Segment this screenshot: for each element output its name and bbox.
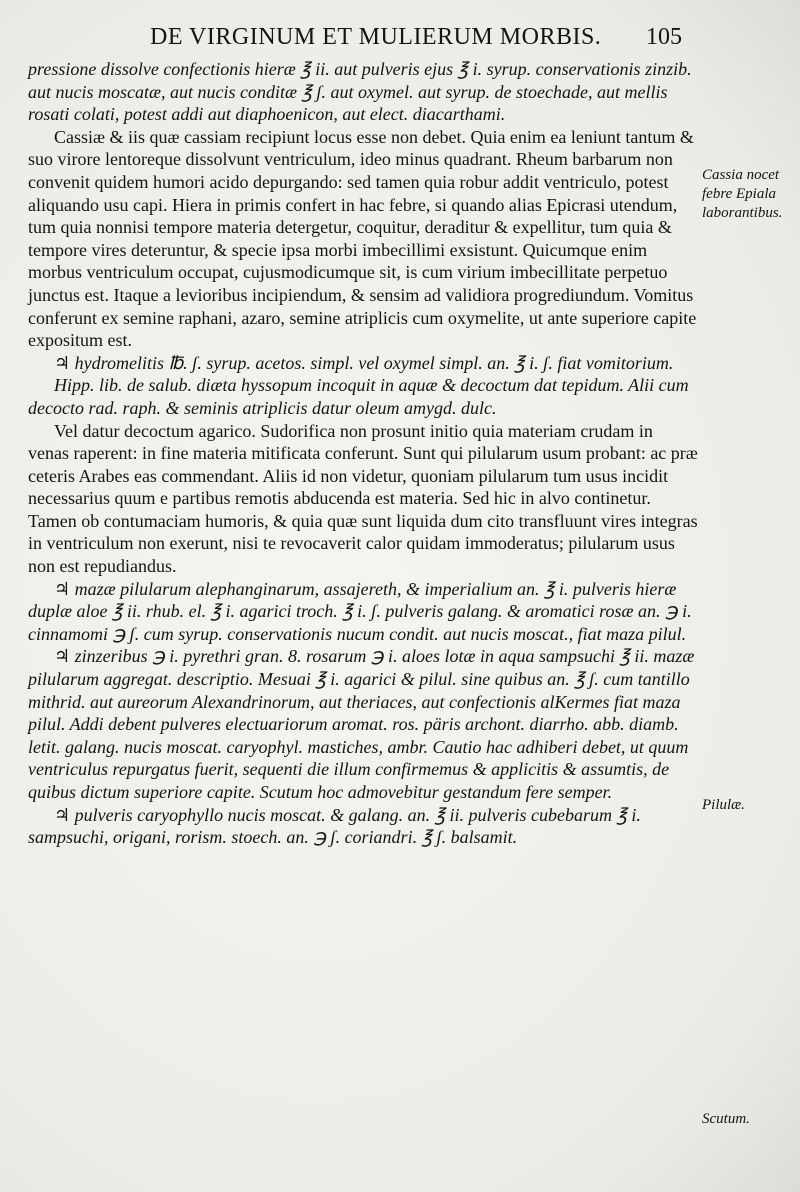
page-number: 105 [646,24,682,50]
margin-note-pilulae: Pilulæ. [702,797,745,813]
paragraph-cassia: Cassiæ & iis quæ cassiam recipiunt locus esse non debet. Quia enim ea leniunt tantum & suo virore lentoreque dissolvunt ventriculum, ideo minus quadrant. Rheum barbarum non convenit quidem humori acido depurgando: sed tamen quia robur addit ventriculo, potest aliquando usu capi. Hiera in primis confert in hac febre, si quando alias Epicrasi utendum, tum quia nonnisi tempore materia detergetur, coquitur, deraditur & expellitur, tum quia & tempore vires deteruntur, & specie ipsa morbi imbecillimi exsistunt. Quicumque enim morbus ventriculum occupat, cujusmodicumque sit, is cum virium imbecillitate perpetuo junctus est. Itaque a levioribus incipiendum, & sensim ad validiora progrediundum. Vomitus conferunt ex semine raphani, azaro, semine atriplicis cum oxymelite, ut ante superiore capite expositum est. [28,126,697,351]
main-text-block [28,58,698,849]
recipe-vomitorium: ♃ hydromelitis ℔. ʃ. syrup. acetos. simpl. vel oxymel simpl. an. ℥ i. ʃ. fiat vomitorium. [54,352,674,373]
recipe-maza-pilularum: ♃ mazæ pilularum alephanginarum, assajereth, & imperialium an. ℥ i. pulveris hieræ duplæ aloe ℥ ii. rhub. el. ℥ i. agarici troch. ℥ i. ʃ. pulveris galang. & aromatici rosæ an. ℈ i. cinnamomi ℈ ʃ. cum syrup. conservationis nucum condit. aut nucis moscat., fiat maza pilul. [28,578,692,644]
margin-note-cassia: Cassia nocet febre Epiala laborantibus. [702,167,783,221]
recipe-zinzeribus: ♃ zinzeribus ℈ i. pyrethri gran. 8. rosarum ℈ i. aloes lotæ in aqua sampsuchi ℥ ii. mazæ pilularum aggregat. descriptio. Mesuai ℥ i. agarici & pilul. sine quibus an. ℥ ʃ. cum tantillo mithrid. aut aureorum Alexandrinorum, aut theriaces, aut confectionis alKermes fiat maza pilul. Addi debent pulveres electuariorum aromat. ros. päris archont. diarrho. abb. diamb. letit. galang. nucis moscat. caryophyl. mastiches, ambr. Cautio hac adhiberi debet, ut quum ventriculus repurgatus fuerit, sequenti die illum confirmemus & applicitis & assumtis, de quibus dictum superiore capite. Scutum hoc admovebitur gestandum fere semper. [28,646,695,802]
paragraph-agaric-pills: Vel datur decoctum agarico. Sudorifica non prosunt initio quia materiam crudam in venas raperent: in fine materia mitificata conferunt. Sunt qui pilularum usum probant: ac præ ceteris Arabes eas commendant. Aliis id non videtur, quoniam pilularum tum usus incidit necessarius quum e partibus remotis abducenda est materia. Sed hic in alvo continetur. Tamen ob contumaciam humoris, & quia quæ sunt liquida dum cito transfluunt vires integras in ventriculum non exerunt, nisi te revocaverit calor quidam immoderatus; pilularum usus non est repudiandus. [28,420,698,577]
paragraph-prescription-continued: pressione dissolve confectionis hieræ ℥ ii. aut pulveris ejus ℥ i. syrup. conservationis zinzib. aut nucis moscatæ, aut nucis conditæ ℥ ʃ. aut oxymel. aut syrup. de stoechade, aut mellis rosati colati, potest addi aut diaphoenicon, aut elect. diacarthami. [28,59,692,125]
recipe-scutum-powders: ♃ pulveris caryophyllo nucis moscat. & galang. an. ℥ ii. pulveris cubebarum ℥ i. sampsuchi, origani, rorism. stoech. an. ℈ ʃ. coriandri. ℥ ʃ. balsamit. [28,804,641,848]
paragraph-hippocrates: Hipp. lib. de salub. diæta hyssopum incoquit in aquæ & decoctum dat tepidum. Alii cum decocto rad. raph. & seminis atriplicis datur oleum amygd. dulc. [28,375,689,418]
margin-note-scutum: Scutum. [702,1111,750,1127]
running-title: DE VIRGINUM ET MULIERUM MORBIS. [150,24,602,50]
